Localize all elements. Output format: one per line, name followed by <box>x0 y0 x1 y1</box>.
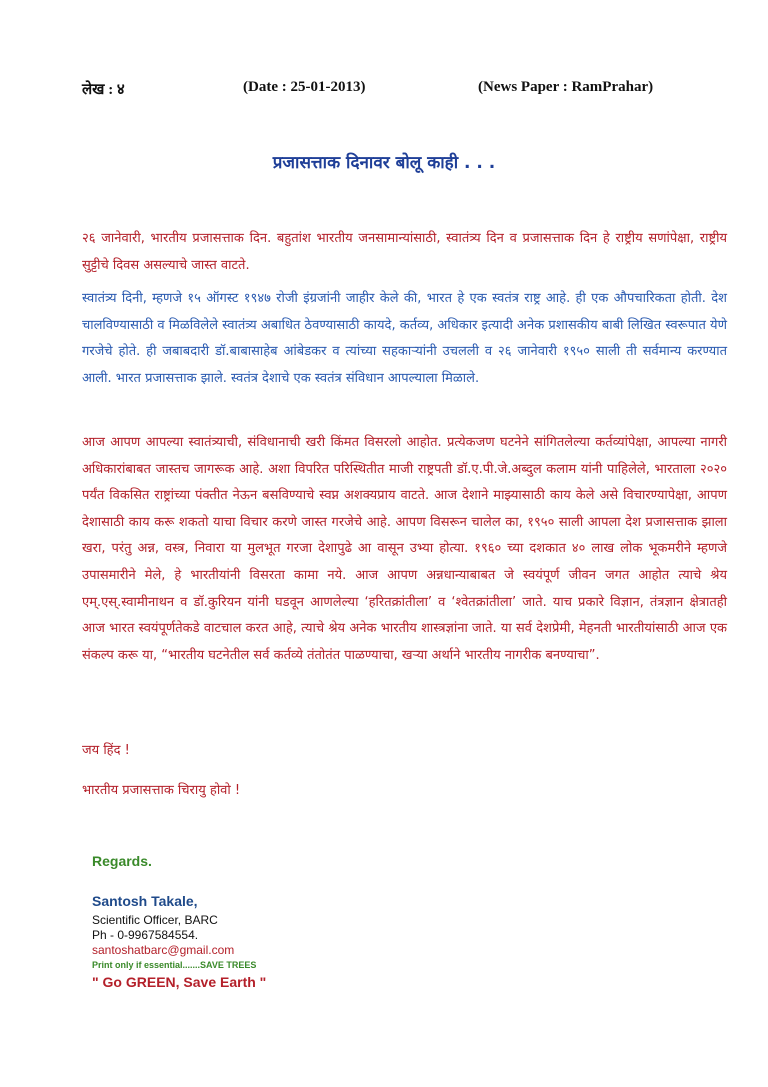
signature-phone: Ph - 0-9967584554. <box>92 928 199 942</box>
newspaper-name: (News Paper : RamPrahar) <box>478 79 654 95</box>
article-number: लेख : ४ <box>82 82 125 98</box>
signature-designation: Scientific Officer, BARC <box>92 913 218 927</box>
article-date: (Date : 25-01-2013) <box>243 79 366 95</box>
paragraph-1: २६ जानेवारी, भारतीय प्रजासत्ताक दिन. बहुतांश भारतीय जनसामान्यांसाठी, स्वातंत्र्य दिन व प्रजासत्ताक दिन हे राष्ट्रीय सणांपेक्षा, राष्ट्रीय सुट्टीचे दिवस असल्याचे जास्त वाटते. <box>82 231 727 273</box>
print-note: Print only if essential.......SAVE TREES <box>92 960 257 970</box>
signature-name: Santosh Takale, <box>92 893 198 909</box>
paragraph-2: स्वातंत्र्य दिनी, म्हणजे १५ ऑगस्ट १९४७ रोजी इंग्रजांनी जाहीर केले की, भारत हे एक स्वतंत्र राष्ट्र आहे. ही एक औपचारिकता होती. देश चालविण्यासाठी व मिळविलेले स्वातंत्र्य अबाधित ठेवण्यासाठी कायदे, कर्तव्य, अधिकार इत्यादी अनेक प्रशासकीय बाबी लिखित स्वरूपात येणे गरजेचे होते. ही जबाबदारी डॉ.बाबासाहेब आंबेडकर व त्यांच्या सहकाऱ्यांनी उचलली व २६ जानेवारी १९५० साली ती सर्वमान्य करण्यात आली. भारत प्रजासत्ताक झाले. स्वतंत्र देशाचे एक स्वतंत्र संविधान आपल्याला मिळाले. <box>82 291 727 386</box>
paragraph-3: आज आपण आपल्या स्वातंत्र्याची, संविधानाची खरी किंमत विसरलो आहोत. प्रत्येकजण घटनेने सांगितलेल्या कर्तव्यांपेक्षा, आपल्या नागरी अधिकारांबाबत जास्तच जागरूक आहे. अशा विपरित परिस्थितीत माजी राष्ट्रपती डॉ.ए.पी.जे.अब्दुल कलाम यांनी पाहिलेले, भारताला २०२० पर्यंत विकसित राष्ट्रांच्या पंक्तीत नेऊन बसविण्याचे स्वप्न अशक्यप्राय वाटते. आज देशाने माझ्यासाठी काय केले असे विचारण्यापेक्षा, आपण देशासाठी काय करू शकतो याचा विचार करणे जास्त गरजेचे आहे. आपण विसरून चालेल का, १९५० साली आपला देश प्रजासत्ताक झाला खरा, परंतु अन्न, वस्त्र, निवारा या मुलभूत गरजा देशापुढे आ वासून उभ्या होत्या. १९६० च्या दशकात ४० लाख लोक भूकमरीने म्हणजे उपासमारीने मेले, हे भारतीयांनी विसरता कामा नये. आज आपण अन्नधान्याबाबत जे स्वयंपूर्ण जीवन जगत आहोत त्याचे श्रेय एम्.एस्.स्वामीनाथन व डॉ.कुरियन यांनी घडवून आणलेल्या ‘हरितक्रांतीला’ व ‘श्वेतक्रांतीला’ जाते. याच प्रकारे विज्ञान, तंत्रज्ञान क्षेत्रातही आज भारत स्वयंपूर्णतेकडे वाटचाल करत आहे, त्याचे श्रेय अनेक भारतीय शास्त्रज्ञांना जाते. या सर्व देशप्रेमी, मेहनती भारतीयांसाठी आज एक संकल्प करू या, “भारतीय घटनेतील सर्व कर्तव्ये तंतोतंत पाळण्याचा, खऱ्या अर्थाने भारतीय नागरीक बनण्याचा”. <box>82 435 728 663</box>
signature-regards: Regards. <box>92 853 152 869</box>
slogan: " Go GREEN, Save Earth " <box>92 974 267 990</box>
closing-jai-hind: जय हिंद ! <box>82 743 130 758</box>
article-title: प्रजासत्ताक दिनावर बोलू काही . . . <box>272 153 496 173</box>
closing-republic-wish: भारतीय प्रजासत्ताक चिरायु होवो ! <box>82 783 241 798</box>
signature-email[interactable]: santoshatbarc@gmail.com <box>92 943 235 957</box>
